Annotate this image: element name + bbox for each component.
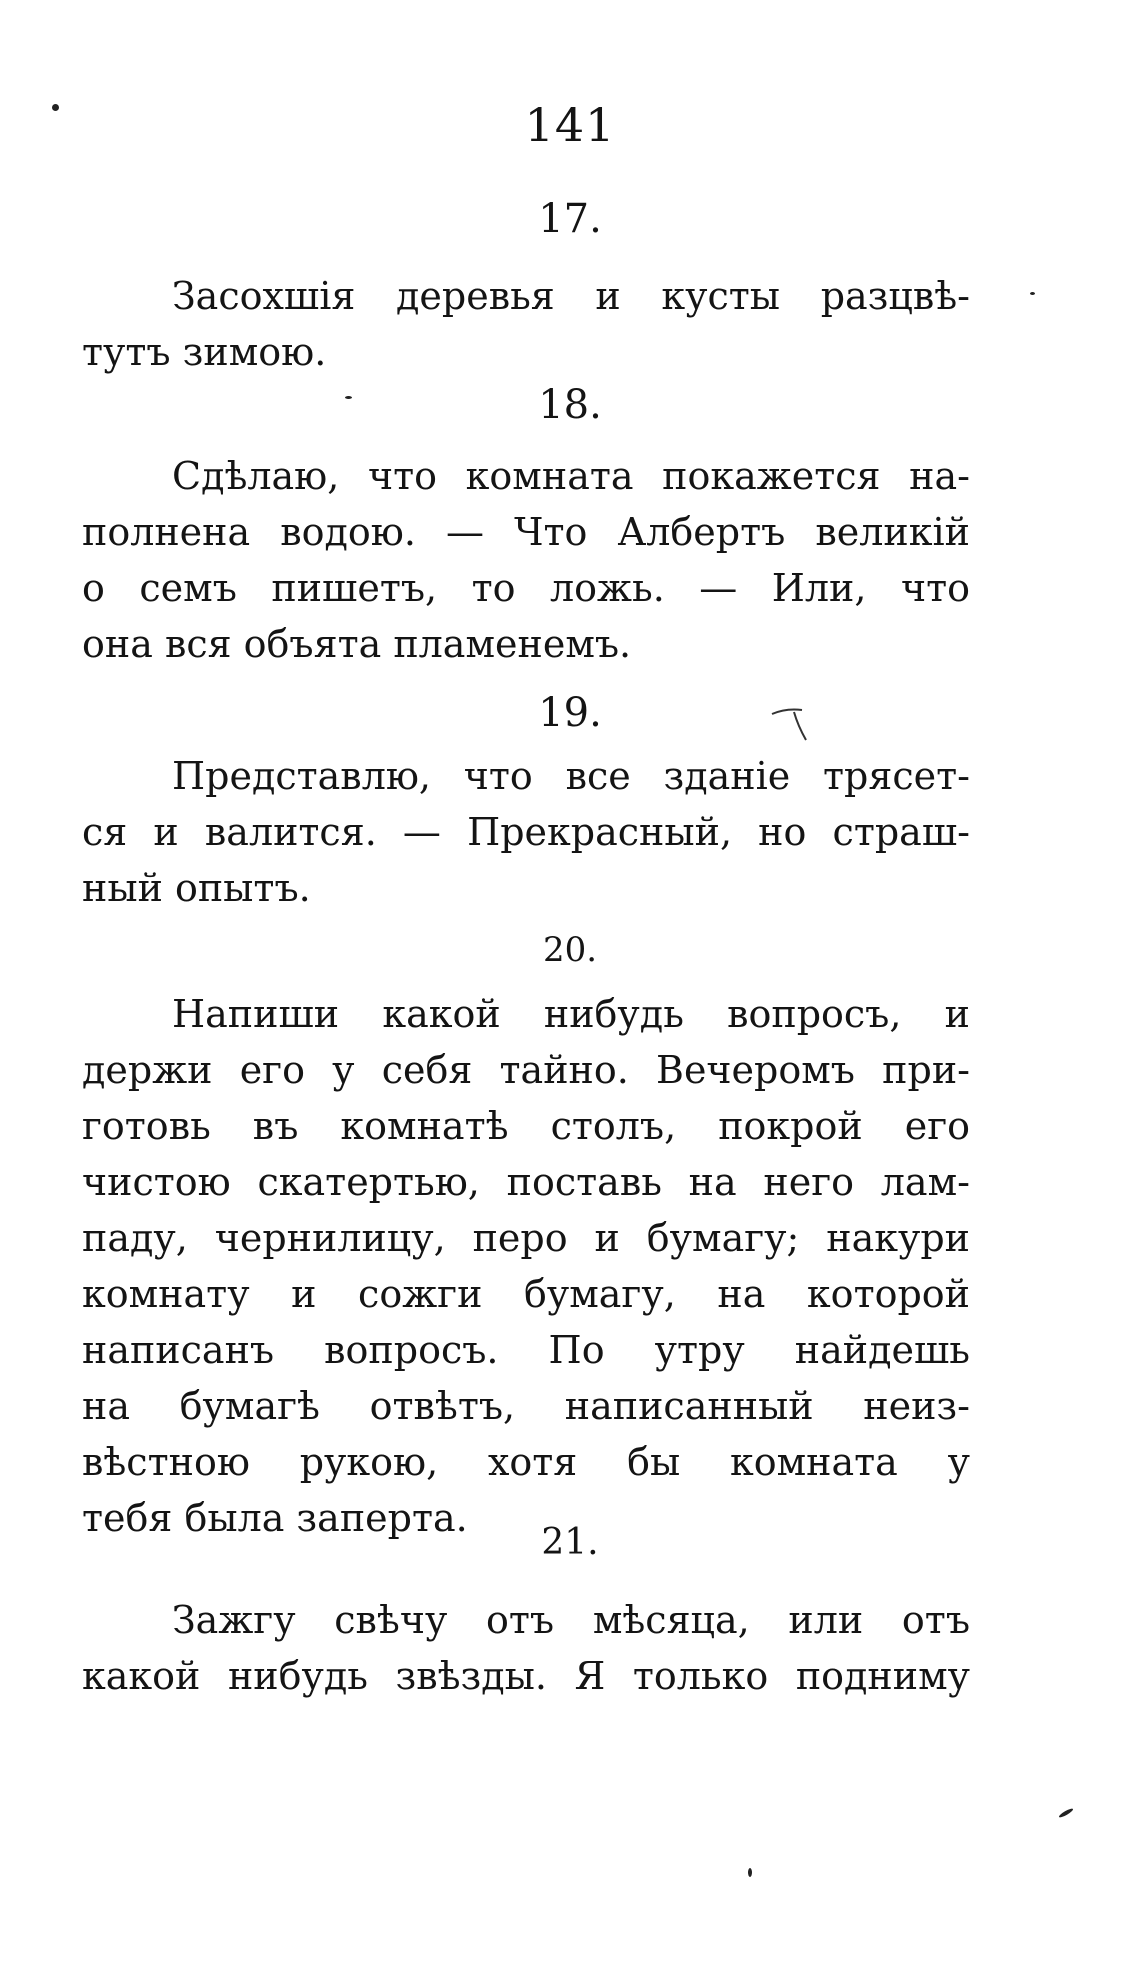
text-line: Зажгу свѣчу отъ мѣсяца, или отъ	[172, 1598, 970, 1642]
page-number: 141	[524, 98, 616, 152]
text-line: полнена водою. — Что Албертъ великій	[82, 510, 970, 554]
section-number-21: 21.	[541, 1522, 599, 1563]
text-line: Представлю, что все зданіе трясет-	[172, 754, 970, 798]
text-line: ся и валится. — Прекрасный, но страш-	[82, 810, 970, 854]
text-line: паду, чернилицу, перо и бумагу; накури	[82, 1216, 970, 1260]
section-20-text	[82, 986, 970, 1546]
text-line: вѣстною рукою, хотя бы комната у	[82, 1440, 970, 1484]
text-line: ный опытъ.	[82, 866, 311, 910]
scan-speck	[1058, 1807, 1074, 1818]
text-line: на бумагѣ отвѣтъ, написанный неиз-	[82, 1384, 970, 1428]
scan-speck	[1030, 292, 1035, 295]
section-18-text	[82, 448, 970, 672]
section-21-text	[82, 1592, 970, 1704]
text-line: тебя была заперта.	[82, 1496, 468, 1540]
text-line: Засохшія деревья и кусты разцвѣ-	[172, 274, 970, 318]
text-line: Напиши какой нибудь вопросъ, и	[172, 992, 970, 1036]
text-line: какой нибудь звѣзды. Я только подниму	[82, 1654, 970, 1698]
section-number-17: 17.	[538, 196, 602, 242]
text-line: готовь въ комнатѣ столъ, покрой его	[82, 1104, 970, 1148]
text-line: о семъ пишетъ, то ложь. — Или, что	[82, 566, 970, 610]
text-line: написанъ вопросъ. По утру найдешь	[82, 1328, 970, 1372]
section-number-19: 19.	[538, 690, 602, 736]
text-line: тутъ зимою.	[82, 330, 327, 374]
text-line: она вся объята пламенемъ.	[82, 622, 632, 666]
text-line: Сдѣлаю, что комната покажется на-	[172, 454, 970, 498]
section-number-20: 20.	[542, 930, 598, 970]
text-line: чистою скатертью, поставь на него лам-	[82, 1160, 970, 1204]
text-line: держи его у себя тайно. Вечеромъ при-	[82, 1048, 970, 1092]
scan-speck	[748, 1868, 752, 1877]
section-19-text	[82, 748, 970, 916]
text-line: комнату и сожги бумагу, на которой	[82, 1272, 970, 1316]
scan-speck	[52, 104, 59, 111]
section-number-18: 18.	[538, 382, 602, 428]
section-17-text	[82, 268, 970, 380]
pencil-mark-icon	[768, 706, 812, 746]
scan-speck	[345, 396, 352, 399]
